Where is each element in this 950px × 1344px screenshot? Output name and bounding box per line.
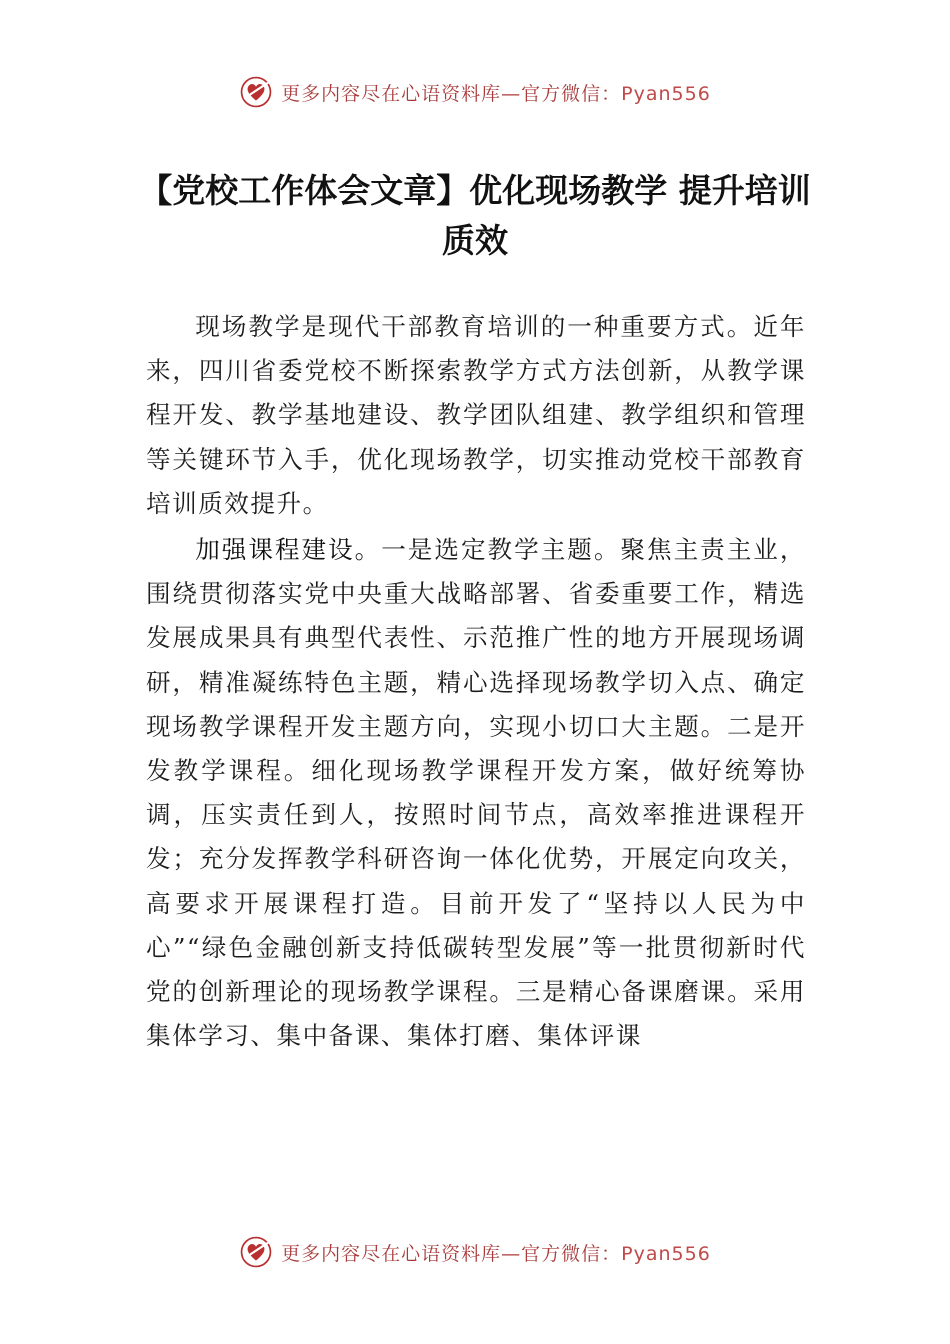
article-body (146, 305, 806, 1058)
paragraph-lead: 加强课程建设。 (195, 535, 382, 565)
heart-logo-icon (239, 75, 273, 109)
paragraph-text: 一是选定教学主题。聚焦主责主业，围绕贯彻落实党中央重大战略部署、省委重要工作，精选发展成果具有典型代表性、示范推广性的地方开展现场调研，精准凝练特色主题，精心选择现场教学切入点、确定现场教学课程开发主题方向，实现小切口大主题。二是开发教学课程。细化现场教学课程开发方案，做好统筹协调，压实责任到人，按照时间节点，高效率推进课程开发；充分发挥教学科研咨询一体化优势，开展定向攻关，高要求开展课程打造。目前开发了“坚持以人民为中心”“绿色金融创新支持低碳转型发展”等一批贯彻新时代党的创新理论的现场教学课程。三是精心备课磨课。采用集体学习、集中备课、集体打磨、集体评课 (146, 535, 806, 1051)
footer-banner (0, 1232, 950, 1272)
page-title: 【党校工作体会文章】优化现场教学 提升培训质效 (139, 171, 811, 260)
wechat-id: Pyan556 (621, 82, 711, 105)
paragraph (146, 305, 806, 526)
paragraph-text: 现场教学是现代干部教育培训的一种重要方式。近年来，四川省委党校不断探索教学方式方法创新，从教学课程开发、教学基地建设、教学团队组建、教学组织和管理等关键环节入手，优化现场教学，切实推动党校干部教育培训质效提升。 (146, 312, 806, 518)
banner-text: 更多内容尽在心语资料库—官方微信：Pyan556 (281, 1242, 711, 1265)
paragraph (146, 528, 806, 1058)
banner-text: 更多内容尽在心语资料库—官方微信：Pyan556 (281, 82, 711, 105)
header-banner (0, 72, 950, 112)
wechat-id: Pyan556 (621, 1242, 711, 1265)
heart-logo-icon (239, 1235, 273, 1269)
